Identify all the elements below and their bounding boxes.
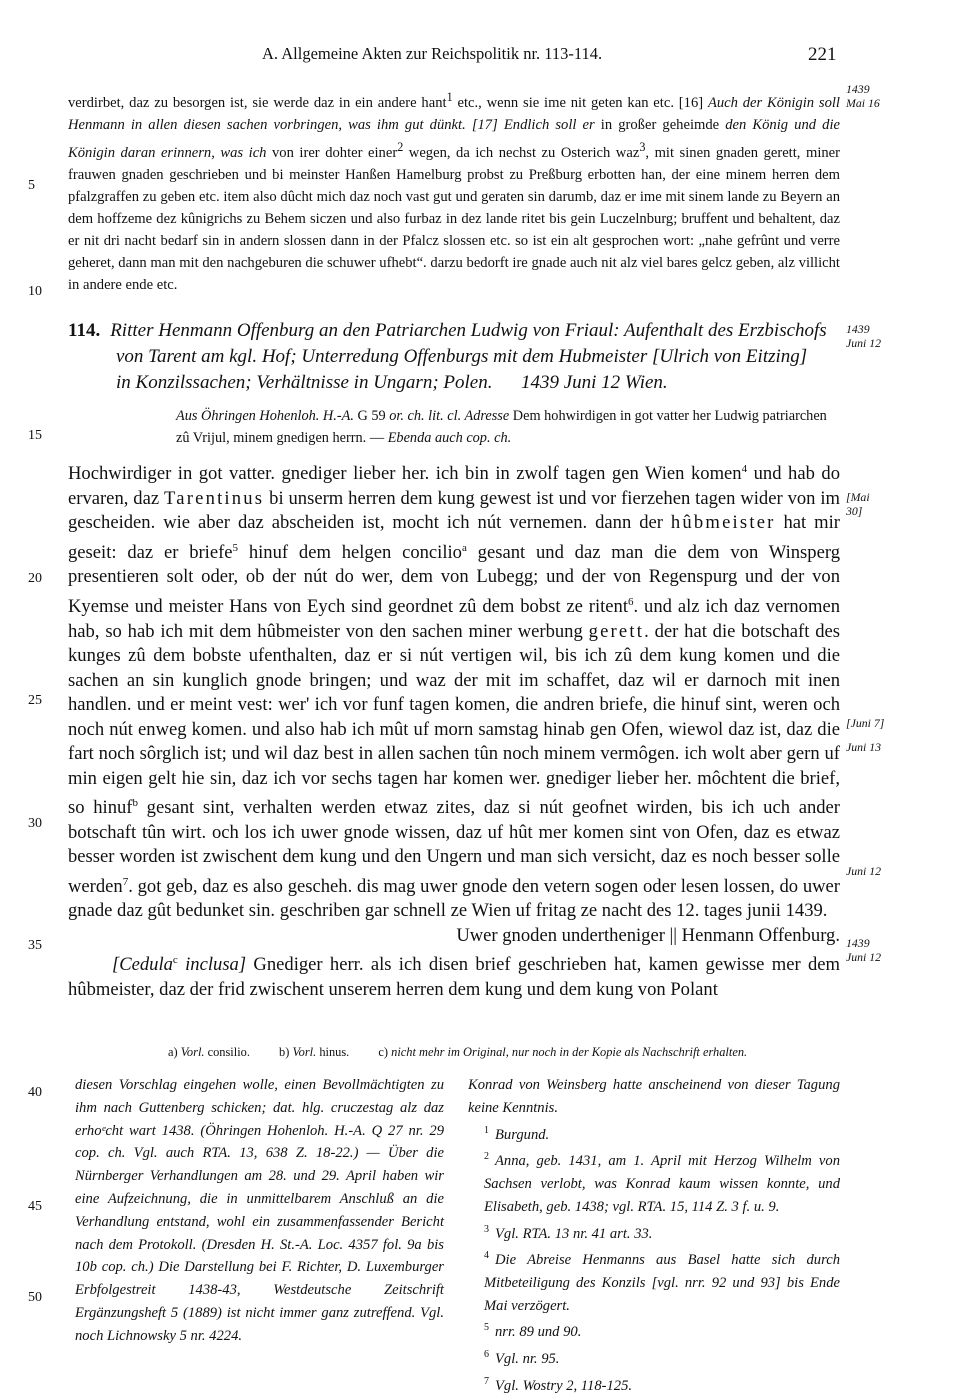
document-title-line-1: Ritter Henmann Offenburg an den Patriarchen Ludwig von Friaul: Aufenthalt des Erzbischofs [110,320,827,341]
running-head: A. Allgemeine Akten zur Reichspolitik nr. 113-114. [262,44,603,63]
line-number: 5 [28,178,35,193]
footnote: $^2$ Anna, geb. 1431, am 1. April mit Herzog Wilhelm von Sachsen verlobt, was Konrad kaum wissen konnte, und Elisabeth, geb. 1438; vgl. RTA. 15, 114 Z. 3 f. u. 9. [484,1151,840,1215]
letter-paragraph: Hochwirdiger in got vatter. gnediger lieber her. ich bin in zwolf tagen gen Wien komen$^4$ und hab do ervaren, daz Tarentinus bi unserm herren dem kung gewest ist und vor fierzehen tagen wider von im gescheiden. wie aber daz abscheiden ist, mocht ich nút vernemen. dann der hûbmeister hat mir geseit: daz er briefe$^5$ hinuf dem helgen concilio$^a$ gesant und daz man die dem von Winsperg presentieren solt oder, ob der nút do wer, dem von Lubegg; und der von Regenspurg und der von Kyemse und meister Hans von Eych sind geordnet zû dem bobst ze ritent$^6$. und alz ich daz vernomen hab, so hab ich mit dem hûbmeister von den sachen miner werbung gerett. der hat die botschaft des kunges zû dem bobste ufenthalten, daz er si nút vertigen wil, bis ich zû dem kung komen und die sachen an sin kunglich gnode bringen; und waz der mit im schaffet, daz wil er darnoch mit inen handlen. und er meint vest: wer' ich vor funf tagen komen, die andren briefe, die hinuf sint, weren och noch nút enweg komen. und also hab ich mût uf morn samstag hinab gen Ofen, wiewol daz ist, daz die fart noch sôrglich ist; und wil daz best in allen sachen tûn noch minem vermôgen. ich wolt aber gern uf min eigen gelt hie sin, daz ich vor sechs tagen har komen wer. gnediger lieber her. môchtent die brief, so hinuf$^b$ gesant sint, verhalten werden etwaz zites, daz si nút geofnet wirden, bis ich uch ander botschaft tûn wirt. och los ich uwer gnode wissen, daz uf hût mer komen sint von Ofen, daz es etwaz besser worden ist zwischent dem kung und den Ungern und man sich versicht, daz es noch besser solle werden$^7$. got geb, daz es also gescheh. dis mag uwer gnode den vetern sogen oder lesen lossen, do uwer gnade daz gût bedunket sin. geschriben gar schnell ze Wien uf fritag ze nacht des 12. tages junii 1439. [68,463,840,922]
margin-date: 1439 Juni 12 [846,936,882,964]
line-number: 15 [28,428,42,443]
footnote: $^6$ Vgl. nr. 95. [484,1349,560,1367]
line-number: 30 [28,816,42,831]
footnotes-right-column [468,1074,840,1397]
document-heading [68,318,852,396]
line-number: 40 [28,1085,42,1100]
footnote: $^1$ Burgund. [484,1124,550,1143]
line-number: 20 [28,571,42,586]
line-number: 25 [28,693,42,708]
letter-signature: Uwer gnoden undertheniger || Henmann Offenburg. [456,924,840,946]
preceding-document-end [68,86,840,296]
footnote: $^4$ Die Abreise Henmanns aus Basel hatte sich durch Mitbeteiligung des Konzils [vgl. nrr. 92 und 93] bis Ende Mai verzögert. [484,1250,840,1314]
margin-date: 1439 Mai 16 [846,82,880,110]
line-number: 35 [28,938,42,953]
document-date-place: 1439 Juni 12 Wien. [520,372,668,393]
margin-date: [Mai 30] [846,490,870,518]
line-number: 45 [28,1199,42,1214]
footnote-continuation: Konrad von Weinsberg hatte anscheinend von dieser Tagung keine Kenntnis. [468,1077,840,1116]
document-number: 114. [68,320,101,341]
footnote: $^3$ Vgl. RTA. 13 nr. 41 art. 33. [484,1223,653,1242]
variant-notes: a) Vorl. consilio. b) Vorl. hinus. c) nicht mehr im Original, nur noch in der Kopie als Nachschrift erhalten. [168,1045,748,1059]
margin-date: 1439 Juni 12 [846,322,882,350]
line-number: 50 [28,1290,42,1305]
letter-body [68,457,840,1003]
margin-date: Juni 13 [846,740,882,754]
margin-date: Juni 12 [846,864,882,878]
document-title-line-2: von Tarent am kgl. Hof; Unterredung Offenburgs mit dem Hubmeister [Ulrich von Eitzing] [116,346,808,367]
line-number: 10 [28,284,42,299]
footnotes-left-column [75,1074,444,1348]
cedula-paragraph: [Cedula$^c$ inclusa] Gnediger herr. als ich disen brief geschrieben hat, kamen gewisse mer dem hûbmeister, daz der frid zwischent unserem herren dem kung und dem kung von Polant [68,954,840,1001]
page-number: 221 [808,44,837,65]
source-note: Aus Öhringen Hohenloh. H.-A. G 59 or. ch. lit. cl. Adresse Dem hohwirdigen in got vatter her Ludwig patriarchen zû Vrijul, minem gnedigen herrn. — Ebenda auch cop. ch. [176,408,827,446]
footnote: $^5$ nrr. 89 und 90. [484,1322,582,1341]
preceding-text: verdirbet, daz zu besorgen ist, sie werde daz in ein andere hant$^1$ etc., wenn sie ime nit geten kan etc. [16] Auch der Königin soll Henmann in allen diesen sachen vorbringen, was ihm gut dünkt. [17] Endlich soll er in großer geheimde den König und die Königin daran erinnern, was ich von irer dohter einer$^2$ wegen, da ich nechst zu Osterich waz$^3$, mit sinen gnaden gerett, miner frauwen gnaden geschrieben und bi meinster Hanßen Hamelburg probst zu Preßburg erbotten han, der eine minem herren dem pfalzgraffen zu geben etc. item also dûcht mich daz noch vast gut und geraten sin darumb, daz er ime mit sinem lande zu Beyern an dem hoffzeme dez kûnigrichs zu Behem siczen und also furbaz in dez lande ritet bis gein Luczelnburg; bruffent und behaltent, daz er nit dri nacht bedarf sin in andern slossen dann in der Pfalcz slossen etc. so ist ein alt gesprochen wort: „nahe gefrûnt und verre geheret, dann man mit den nachgeburen die schuwer ufhebt“. darzu bedorft ire gnade auch nit alz viel bares gelcz geben, alz villicht in andere ende etc. [68,90,841,293]
footnote: $^7$ Vgl. Wostry 2, 118-125. [484,1375,633,1394]
margin-date: [Juni 7] [846,716,885,730]
document-title-line-3: in Konzilssachen; Verhältnisse in Ungarn; Polen. [116,372,493,393]
footnote-continuation: diesen Vorschlag eingehen wolle, einen Bevollmächtigten zu ihm nach Guttenberg schicken; dat. hlg. cruczestag alz daz erhoᵉcht wart 1438. (Öhringen Hohenloh. H.-A. Q 27 nr. 29 cop. ch. Vgl. auch RTA. 13, 638 Z. 18-22.) — Über die Nürnberger Verhandlungen am 28. und 29. April haben wir eine Aufzeichnung, die in unmittelbarem Anschluß an die Verhandlung entstand, wohl ein zusammenfassender Bericht nach dem Protokoll. (Dresden H. St.-A. Loc. 4357 fol. 9a bis 10b cop. ch.) Die Darstellung bei F. Richter, D. Luxemburger Erbfolgestreit 1438-43, Westdeutsche Zeitschrift Ergänzungsheft 5 (1889) ist nicht immer ganz zutreffend. Vgl. noch Lichnowsky 5 nr. 4224. [75,1077,444,1344]
